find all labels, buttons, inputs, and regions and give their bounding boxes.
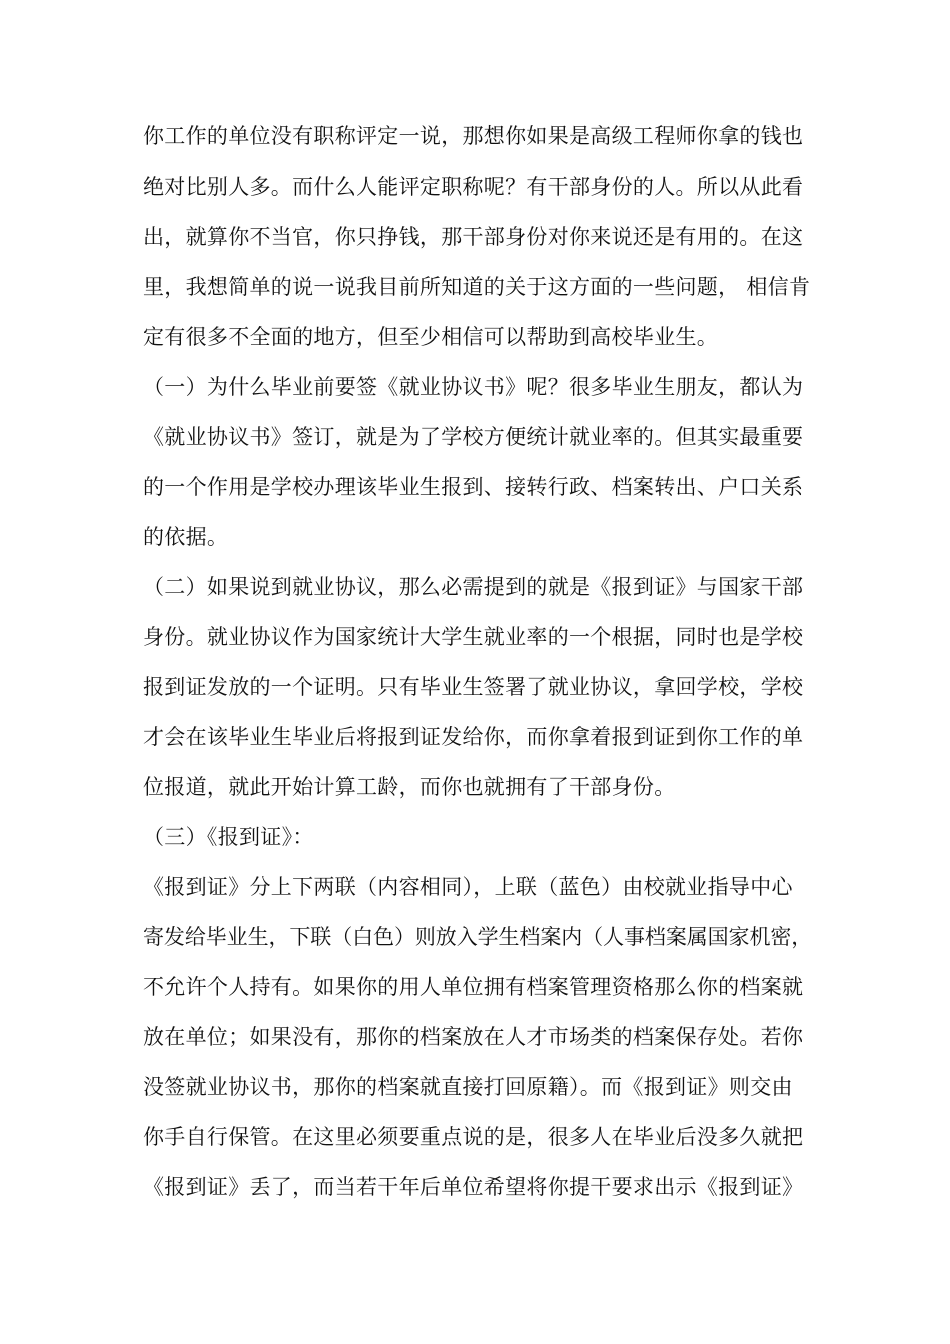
text-line: 里，我想简单的说一说我目前所知道的关于这方面的一些问题， 相信肯: [143, 275, 811, 299]
text-line: 放在单位；如果没有，那你的档案放在人才市场类的档案保存处。若你: [143, 1025, 804, 1049]
text-line: 没签就业协议书，那你的档案就直接打回原籍）。而《报到证》则交由: [143, 1075, 793, 1099]
text-line: 不允许个人持有。如果你的用人单位拥有档案管理资格那么你的档案就: [143, 975, 804, 999]
text-line: 的依据。: [143, 525, 229, 549]
text-line: 《就业协议书》签订，就是为了学校方便统计就业率的。但其实最重要: [143, 425, 804, 449]
text-line: 《报到证》丢了，而当若干年后单位希望将你提干要求出示《报到证》: [143, 1175, 804, 1199]
text-line: （一）为什么毕业前要签《就业协议书》呢？很多毕业生朋友，都认为: [143, 375, 804, 399]
text-line: （三）《报到证》：: [143, 825, 314, 849]
text-line: 你手自行保管。在这里必须要重点说的是，很多人在毕业后没多久就把: [143, 1125, 804, 1149]
text-line: 出，就算你不当官，你只挣钱，那干部身份对你来说还是有用的。在这: [143, 225, 804, 249]
text-line: 寄发给毕业生，下联（白色）则放入学生档案内（人事档案属国家机密，: [143, 925, 813, 949]
text-line: 位报道，就此开始计算工龄，而你也就拥有了干部身份。: [143, 775, 676, 799]
text-line: 才会在该毕业生毕业后将报到证发给你，而你拿着报到证到你工作的单: [143, 725, 804, 749]
text-line: 绝对比别人多。而什么人能评定职称呢？有干部身份的人。所以从此看: [143, 175, 804, 199]
text-line: 你工作的单位没有职称评定一说，那想你如果是高级工程师你拿的钱也: [143, 124, 804, 148]
text-line: 的一个作用是学校办理该毕业生报到、接转行政、档案转出、户口关系: [143, 475, 804, 499]
text-line: 身份。就业协议作为国家统计大学生就业率的一个根据，同时也是学校: [143, 625, 804, 649]
text-line: 《报到证》分上下两联（内容相同），上联（蓝色）由校就业指导中心: [143, 875, 793, 899]
text-line: 定有很多不全面的地方，但至少相信可以帮助到高校毕业生。: [143, 325, 719, 349]
text-line: （二）如果说到就业协议，那么必需提到的就是《报到证》与国家干部: [143, 575, 804, 599]
text-line: 报到证发放的一个证明。只有毕业生签署了就业协议，拿回学校，学校: [143, 675, 804, 699]
